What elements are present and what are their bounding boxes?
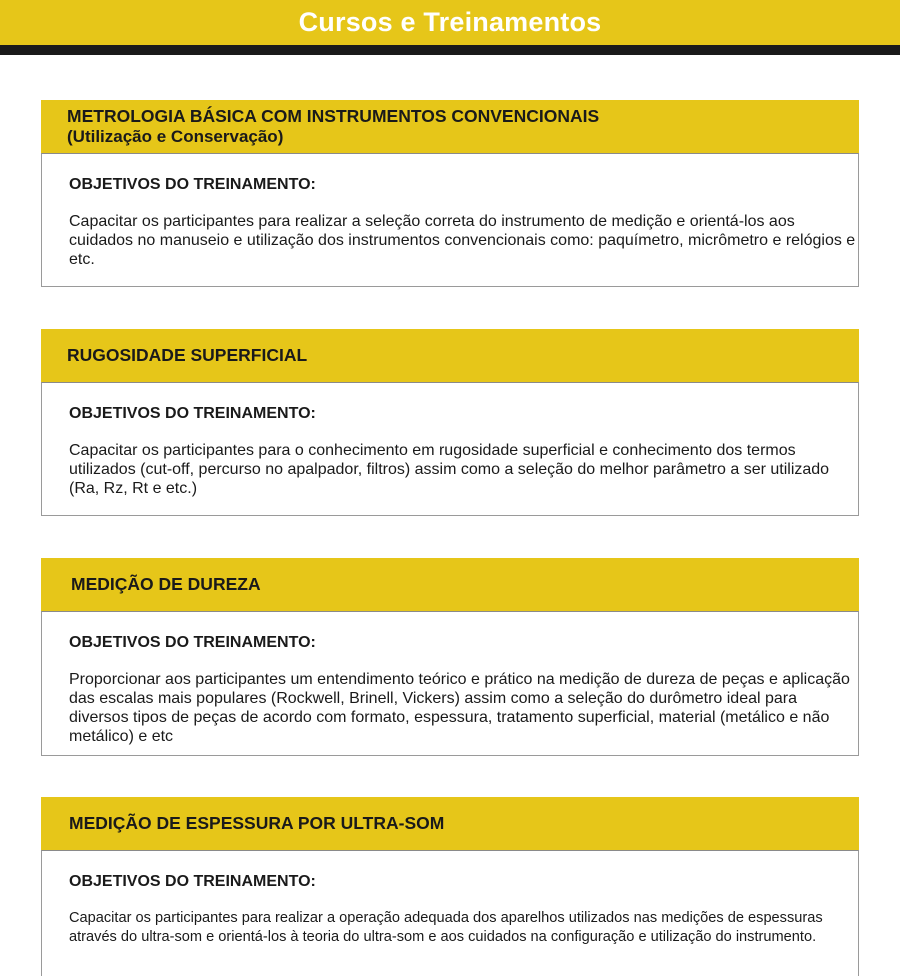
course-body — [41, 153, 859, 287]
objectives-text: Capacitar os participantes para o conhecimento em rugosidade superficial e conhecimento dos termos utilizados (cut-off, percurso no apalpador, filtros) assim como a seleção do melhor parâmetro a ser utilizado (Ra, Rz, Rt e etc.) — [69, 442, 830, 497]
course-body — [41, 611, 859, 756]
course-body — [41, 382, 859, 516]
course-header — [41, 329, 859, 382]
objectives-label: OBJETIVOS DO TREINAMENTO: — [69, 634, 316, 651]
course-card-ultra-som — [41, 797, 859, 976]
page-title: Cursos e Treinamentos — [298, 7, 602, 37]
course-card-rugosidade — [41, 329, 859, 516]
objectives-label: OBJETIVOS DO TREINAMENTO: — [69, 873, 316, 890]
objectives-label: OBJETIVOS DO TREINAMENTO: — [69, 176, 316, 193]
course-body — [41, 850, 859, 976]
course-title: MEDIÇÃO DE ESPESSURA POR ULTRA-SOM — [69, 813, 445, 833]
course-card-dureza — [41, 558, 859, 756]
objectives-text: Capacitar os participantes para realizar a seleção correta do instrumento de medição e orientá-los aos cuidados no manuseio e utilização dos instrumentos convencionais como: paquímetro, micrômetro e relógios e etc. — [69, 213, 856, 268]
course-header — [41, 100, 859, 153]
page-header — [0, 0, 900, 45]
course-card-metrologia — [41, 100, 859, 287]
course-header — [41, 797, 859, 850]
objectives-text: Capacitar os participantes para realizar a operação adequada dos aparelhos utilizados nas medições de espessuras através do ultra-som e orientá-los à teoria do ultra-som e aos cuidados na configuração e utilização do instrumento. — [69, 910, 823, 945]
header-divider-bar — [0, 45, 900, 55]
course-title: RUGOSIDADE SUPERFICIAL — [67, 345, 308, 365]
objectives-label: OBJETIVOS DO TREINAMENTO: — [69, 405, 316, 422]
objectives-text: Proporcionar aos participantes um entendimento teórico e prático na medição de dureza de peças e aplicação das escalas mais populares (Rockwell, Brinell, Vickers) assim como a seleção do durômetro ideal para diversos tipos de peças de acordo com formato, espessura, tratamento superficial, material (metálico e não metálico) e etc — [69, 671, 850, 745]
course-title: MEDIÇÃO DE DUREZA — [71, 574, 261, 594]
course-header — [41, 558, 859, 611]
course-title: METROLOGIA BÁSICA COM INSTRUMENTOS CONVENCIONAIS — [67, 106, 600, 126]
course-subtitle: (Utilização e Conservação) — [67, 127, 284, 146]
